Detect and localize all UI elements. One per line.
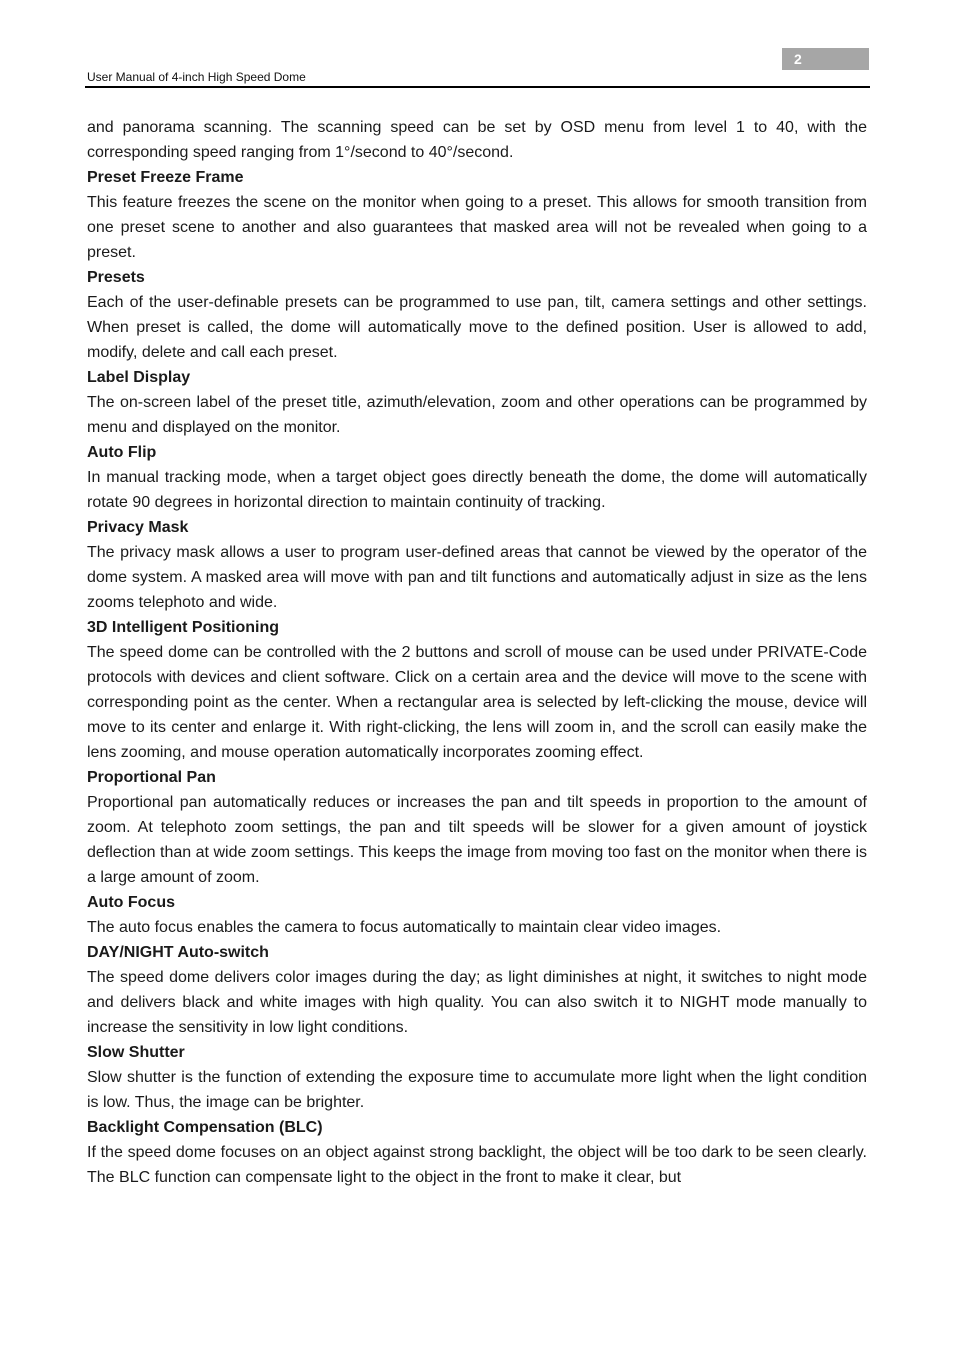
section-title: Auto Flip	[87, 444, 157, 461]
section-body: The privacy mask allows a user to program user-defined areas that cannot be viewed by the operator of the dome system. A masked area will move with pan and tilt functions and automatically adjust in size as the lens zooms telephoto and wide.	[87, 544, 867, 611]
section-body: The speed dome delivers color images during the day; as light diminishes at night, it switches to night mode and delivers black and white images with high quality. You can also switch it to NIGHT mode manually to increase the sensitivity in low light conditions.	[87, 969, 867, 1036]
section-body: This feature freezes the scene on the monitor when going to a preset. This allows for smooth transition from one preset scene to another and also guarantees that masked area will not be revealed when going to a preset.	[87, 194, 867, 261]
page-content	[87, 115, 867, 1190]
section-title: Presets	[87, 269, 145, 286]
section-body: The auto focus enables the camera to focus automatically to maintain clear video images.	[87, 919, 722, 936]
section-title: DAY/NIGHT Auto-switch	[87, 944, 269, 961]
section-body: The speed dome can be controlled with the 2 buttons and scroll of mouse can be used under PRIVATE-Code protocols with devices and client software. Click on a certain area and the device will move to the scene with corresponding point as the center. When a rectangular area is selected by left-clicking the mouse, device will move to its center and enlarge it. With right-clicking, the lens will zoom in, and the scroll can easily make the lens zooming, and mouse operation automatically incorporates zooming effect.	[87, 644, 867, 761]
section-title: Slow Shutter	[87, 1044, 185, 1061]
section-body: If the speed dome focuses on an object against strong backlight, the object will be too dark to be seen clearly. The BLC function can compensate light to the object in the front to make it clear, but	[87, 1144, 867, 1186]
section-body: Slow shutter is the function of extending the exposure time to accumulate more light when the light condition is low. Thus, the image can be brighter.	[87, 1069, 867, 1111]
section-title: 3D Intelligent Positioning	[87, 619, 279, 636]
section-body: The on-screen label of the preset title, azimuth/elevation, zoom and other operations can be programmed by menu and displayed on the monitor.	[87, 394, 867, 436]
header-rule	[85, 86, 870, 88]
section-title: Preset Freeze Frame	[87, 169, 244, 186]
section-title: Proportional Pan	[87, 769, 216, 786]
section-title: Privacy Mask	[87, 519, 189, 536]
running-header: User Manual of 4-inch High Speed Dome	[87, 70, 306, 84]
section-body: In manual tracking mode, when a target object goes directly beneath the dome, the dome will automatically rotate 90 degrees in horizontal direction to maintain continuity of tracking.	[87, 469, 867, 511]
intro-paragraph: and panorama scanning. The scanning speed can be set by OSD menu from level 1 to 40, with the corresponding speed ranging from 1°/second to 40°/second.	[87, 119, 867, 161]
section-body: Each of the user-definable presets can be programmed to use pan, tilt, camera settings and other settings. When preset is called, the dome will automatically move to the defined position. User is allowed to add, modify, delete and call each preset.	[87, 294, 867, 361]
page-number-badge: 2	[782, 48, 869, 70]
section-title: Label Display	[87, 369, 191, 386]
section-title: Backlight Compensation (BLC)	[87, 1119, 323, 1136]
section-body: Proportional pan automatically reduces or increases the pan and tilt speeds in proportion to the amount of zoom. At telephoto zoom settings, the pan and tilt speeds will be slower for a given amount of joystick deflection than at wide zoom settings. This keeps the image from moving too fast on the monitor when there is a large amount of zoom.	[87, 794, 867, 886]
section-title: Auto Focus	[87, 894, 175, 911]
